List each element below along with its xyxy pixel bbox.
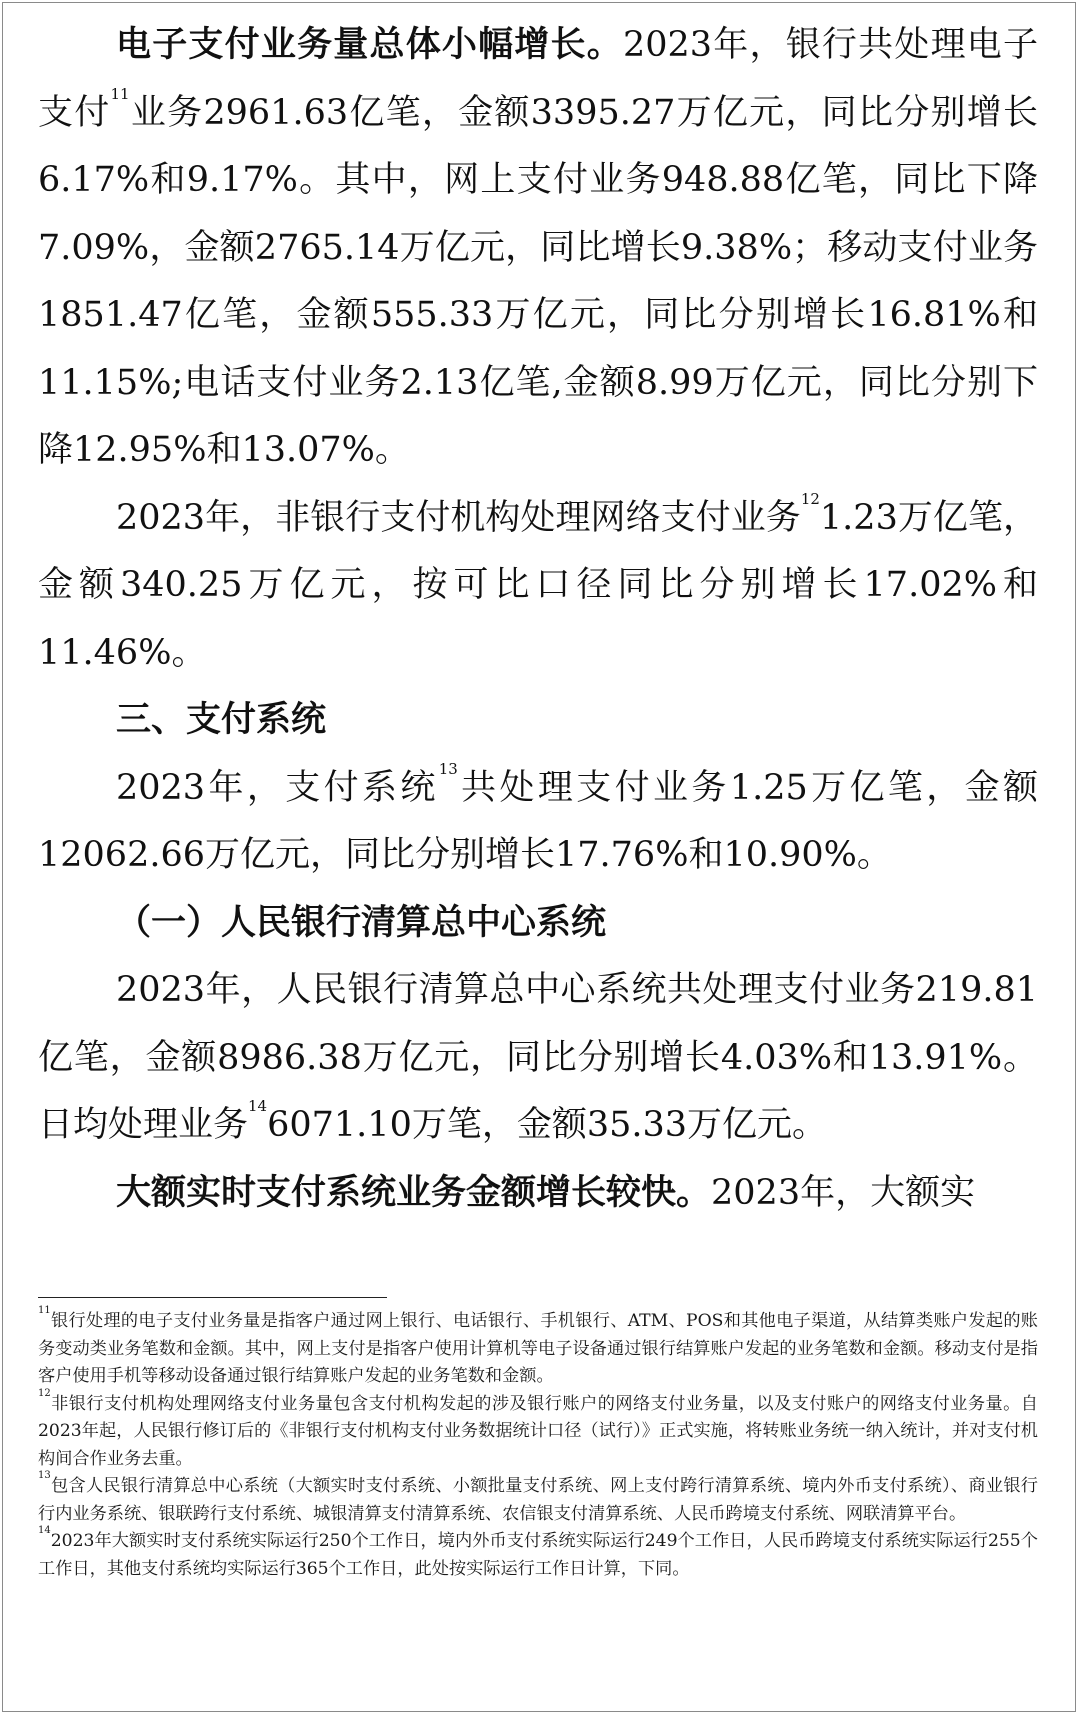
text-run: 2023年，大额实 bbox=[711, 1172, 976, 1213]
footnote-number: 14 bbox=[38, 1525, 51, 1536]
footnote-12 bbox=[38, 1387, 1038, 1474]
footnote-11 bbox=[38, 1305, 1038, 1391]
footnote-number: 11 bbox=[38, 1305, 51, 1316]
footnote-text: 2023年大额实时支付系统实际运行250个工作日，境内外币支付系统实际运行249个工作日，人民币跨境支付系统实际运行255个工作日，其他支付系统均实际运行365个工作日，此处按实际运行工作日计算，下同。 bbox=[38, 1531, 1038, 1579]
footnote-number: 12 bbox=[38, 1387, 51, 1399]
text-run: 2023年，人民银行清算总中心系统共处理支付业务219.81亿笔，金额8986.38万亿元，同比分别增长4.03%和13.91%。日均处理业务 bbox=[38, 970, 1038, 1145]
text-run: 2023年，银行共处理电子支付 bbox=[38, 25, 1038, 133]
paragraph-large-value-system bbox=[38, 1160, 1038, 1228]
section-heading-payment-systems: 三、支付系统 bbox=[116, 700, 327, 740]
bold-lead: 电子支付业务量总体小幅增长。 bbox=[116, 25, 623, 65]
footnote-text: 银行处理的电子支付业务量是指客户通过网上银行、电话银行、手机银行、ATM、POS和其他电子渠道，从结算类账户发起的账务变动类业务笔数和金额。其中，网上支付是指客户使用计算机等电子设备通过银行结算账户发起的业务笔数和金额。移动支付是指客户使用手机等移动设备通过银行结算账户发起的业务笔数和金额。 bbox=[38, 1311, 1038, 1386]
document-body bbox=[38, 12, 1038, 1227]
footnote-13 bbox=[38, 1470, 1038, 1528]
footnote-text: 非银行支付机构处理网络支付业务量包含支付机构发起的涉及银行账户的网络支付业务量，以及支付账户的网络支付业务量。自2023年起，人民银行修订后的《非银行支付机构支付业务数据统计口径（试行）》正式实施，将转账业务统一纳入统计，并对支付机构间合作业务去重。 bbox=[38, 1393, 1038, 1469]
paragraph-payment-systems bbox=[38, 755, 1038, 890]
footnote-ref-13[interactable]: 13 bbox=[438, 759, 458, 778]
footnotes bbox=[38, 1305, 1038, 1583]
text-run: 2023年，非银行支付机构处理网络支付业务 bbox=[116, 497, 801, 538]
footnote-14 bbox=[38, 1525, 1038, 1583]
text-run: 6071.10万笔，金额35.33万亿元。 bbox=[267, 1105, 828, 1145]
paragraph-nonbank-payment bbox=[38, 485, 1038, 688]
footnote-text: 包含人民银行清算总中心系统（大额实时支付系统、小额批量支付系统、网上支付跨行清算系统、境内外币支付系统）、商业银行行内业务系统、银联跨行支付系统、城银清算支付清算系统、农信银支付清算系统、人民币跨境支付系统、网联清算平台。 bbox=[38, 1476, 1038, 1524]
text-run: 共处理支付业务1.25万亿笔，金额12062.66万亿元，同比分别增长17.76%和10.90%。 bbox=[38, 767, 1038, 875]
text-run: 业务2961.63亿笔，金额3395.27万亿元，同比分别增长6.17%和9.17%。其中，网上支付业务948.88亿笔，同比下降7.09%，金额2765.14万亿元，同比增长9.38%；移动支付业务1851.47亿笔，金额555.33万亿元，同比分别增长16.81%和11.15%;电话支付业务2.13亿笔,金额8.99万亿元，同比分别下降12.95%和13.07%。 bbox=[38, 92, 1038, 470]
paragraph-clearing-center bbox=[38, 957, 1038, 1160]
text-run: 2023年，支付系统 bbox=[116, 767, 439, 808]
bold-lead: 大额实时支付系统业务金额增长较快。 bbox=[116, 1172, 712, 1213]
footnote-ref-12[interactable]: 12 bbox=[800, 489, 820, 508]
footnote-ref-11[interactable]: 11 bbox=[110, 84, 130, 103]
footnote-ref-14[interactable]: 14 bbox=[248, 1097, 268, 1115]
subsection-heading-clearing-center: （一）人民银行清算总中心系统 bbox=[116, 902, 607, 943]
footnote-number: 13 bbox=[38, 1470, 51, 1481]
footnote-separator bbox=[38, 1297, 387, 1298]
text-run: 1.23万亿笔，金额340.25万亿元，按可比口径同比分别增长17.02%和11.46%。 bbox=[38, 497, 1038, 673]
paragraph-electronic-payment bbox=[38, 12, 1038, 485]
